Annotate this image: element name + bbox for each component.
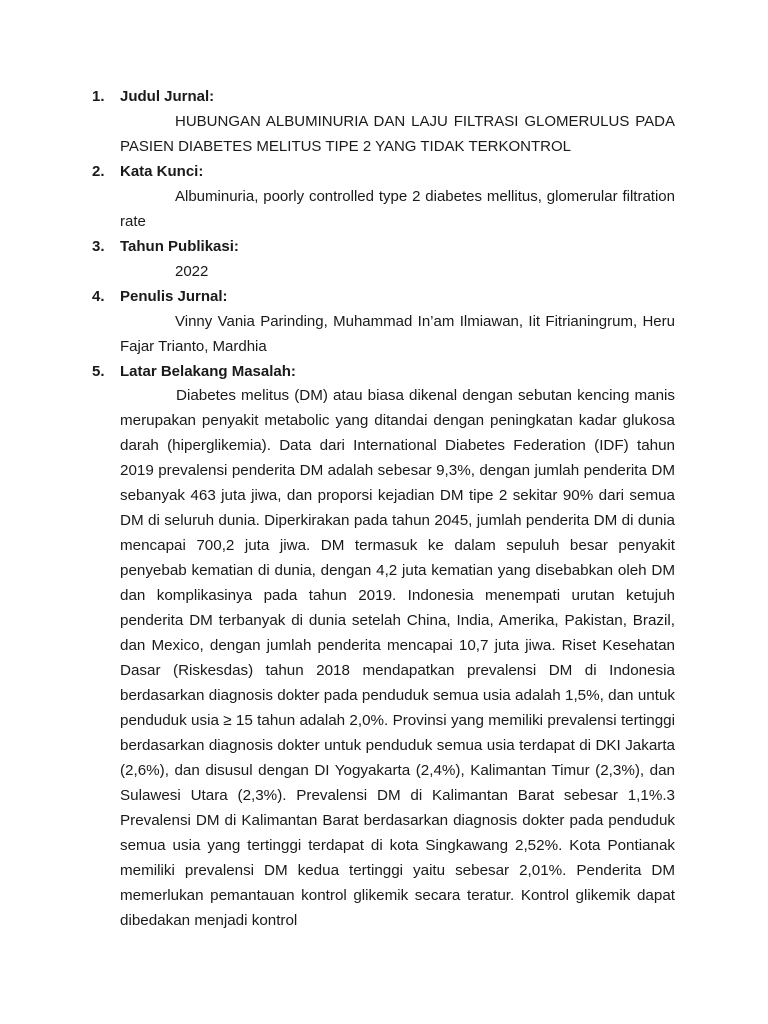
item-4-heading: Penulis Jurnal: xyxy=(120,288,228,305)
item-1-content: HUBUNGAN ALBUMINURIA DAN LAJU FILTRASI GLOMERULUS PADA PASIEN DIABETES MELITUS TIPE 2 YANG TIDAK TERKONTROL xyxy=(120,113,675,155)
item-1-heading: Judul Jurnal: xyxy=(120,88,215,105)
item-3-content: 2022 xyxy=(175,263,209,280)
item-2-number: 2. xyxy=(92,163,105,180)
item-2-content: Albuminuria, poorly controlled type 2 diabetes mellitus, glomerular filtration rate xyxy=(120,188,675,230)
item-1-number: 1. xyxy=(92,88,105,105)
item-5-content: Diabetes melitus (DM) atau biasa dikenal dengan sebutan kencing manis merupakan penyakit metabolic yang ditandai dengan peningkatan kadar glukosa darah (hiperglikemia). Data dari International Diabetes Federation (IDF) tahun 2019 prevalensi penderita DM adalah sebesar 9,3%, dengan jumlah penderita DM sebanyak 463 juta jiwa, dan proporsi kejadian DM tipe 2 sekitar 90% dari semua DM di seluruh dunia. Diperkirakan pada tahun 2045, jumlah penderita DM di dunia mencapai 700,2 juta jiwa. DM termasuk ke dalam sepuluh besar penyakit penyebab kematian di dunia, dengan 4,2 juta kematian yang disebabkan oleh DM dan komplikasinya pada tahun 2019. Indonesia menempati urutan ketujuh penderita DM terbanyak di dunia setelah China, India, Amerika, Pakistan, Brazil, dan Mexico, dengan jumlah penderita mencapai 10,7 juta jiwa. Riset Kesehatan Dasar (Riskesdas) tahun 2018 mendapatkan prevalensi DM di Indonesia berdasarkan diagnosis dokter pada penduduk semua usia adalah 1,5%, dan untuk penduduk usia ≥ 15 tahun adalah 2,0%. Provinsi yang memiliki prevalensi tertinggi berdasarkan diagnosis dokter untuk penduduk semua usia terdapat di DKI Jakarta (2,6%), dan disusul dengan DI Yogyakarta (2,4%), Kalimantan Timur (2,3%), dan Sulawesi Utara (2,3%). Prevalensi DM di Kalimantan Barat sebesar 1,1%.3 Prevalensi DM di Kalimantan Barat berdasarkan diagnosis dokter pada penduduk semua usia yang tertinggi terdapat di kota Singkawang 2,52%. Kota Pontianak memiliki prevalensi DM kedua tertinggi yaitu sebesar 2,01%. Penderita DM memerlukan pemantauan kontrol glikemik secara teratur. Kontrol glikemik dapat dibedakan menjadi kontrol xyxy=(120,387,675,929)
item-3-number: 3. xyxy=(92,238,105,255)
item-3-heading: Tahun Publikasi: xyxy=(120,238,239,255)
item-5-heading: Latar Belakang Masalah: xyxy=(120,363,296,380)
item-2-heading: Kata Kunci: xyxy=(120,163,204,180)
item-4-number: 4. xyxy=(92,288,105,305)
item-4-content: Vinny Vania Parinding, Muhammad In’am Ilmiawan, Iit Fitrianingrum, Heru Fajar Trianto, Mardhia xyxy=(120,313,675,355)
item-5-number: 5. xyxy=(92,363,105,380)
